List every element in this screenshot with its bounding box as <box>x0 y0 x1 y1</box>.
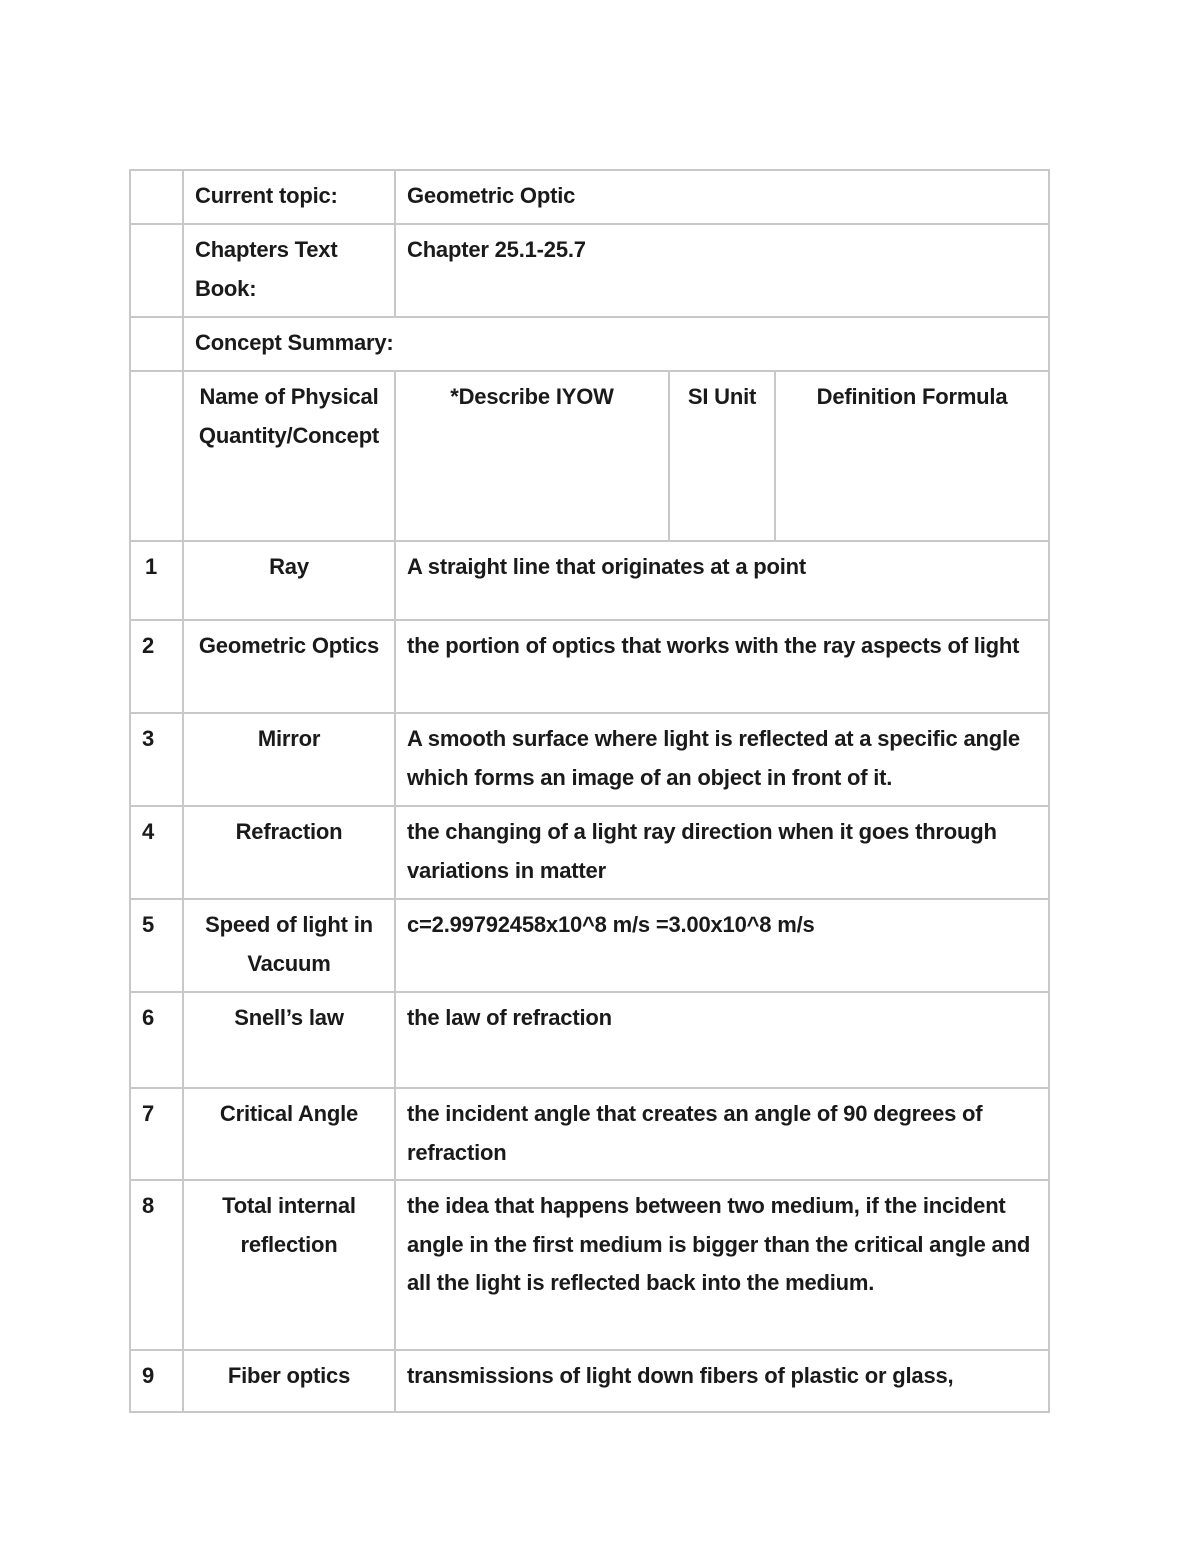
table-row <box>130 541 1049 620</box>
column-header-row <box>130 371 1049 541</box>
row-number-cell <box>130 170 183 224</box>
row-number: 4 <box>130 806 183 899</box>
concept-summary-row <box>130 317 1049 371</box>
column-header-name: Name of Physical Quantity/Concept <box>183 371 395 541</box>
concept-name: Fiber optics <box>183 1350 395 1412</box>
column-header-describe: *Describe IYOW <box>395 371 669 541</box>
chapters-row <box>130 224 1049 317</box>
table-row <box>130 1350 1049 1412</box>
row-number: 8 <box>130 1180 183 1350</box>
concept-description: A straight line that originates at a point <box>395 541 1049 620</box>
chapters-value: Chapter 25.1-25.7 <box>395 224 1049 317</box>
concept-description: the incident angle that creates an angle of 90 degrees of refraction <box>395 1088 1049 1180</box>
concept-name: Total internal reflection <box>183 1180 395 1350</box>
table-row <box>130 992 1049 1088</box>
concept-name: Mirror <box>183 713 395 806</box>
current-topic-label: Current topic: <box>183 170 395 224</box>
concept-name: Speed of light in Vacuum <box>183 899 395 992</box>
concept-name: Critical Angle <box>183 1088 395 1180</box>
concept-summary-label: Concept Summary: <box>183 317 1049 371</box>
concept-description: the law of refraction <box>395 992 1049 1088</box>
column-header-si-unit: SI Unit <box>669 371 775 541</box>
concept-name: Geometric Optics <box>183 620 395 713</box>
row-number: 9 <box>130 1350 183 1412</box>
current-topic-value: Geometric Optic <box>395 170 1049 224</box>
table-row <box>130 620 1049 713</box>
concept-description: transmissions of light down fibers of plastic or glass, <box>395 1350 1049 1412</box>
concept-description: A smooth surface where light is reflected at a specific angle which forms an image of an object in front of it. <box>395 713 1049 806</box>
concept-description: the idea that happens between two medium, if the incident angle in the first medium is bigger than the critical angle and all the light is reflected back into the medium. <box>395 1180 1049 1350</box>
row-number-cell <box>130 317 183 371</box>
concept-summary-table <box>129 169 1050 1413</box>
concept-name: Snell’s law <box>183 992 395 1088</box>
row-number: 3 <box>130 713 183 806</box>
chapters-label: Chapters Text Book: <box>183 224 395 317</box>
row-number: 6 <box>130 992 183 1088</box>
concept-description: c=2.99792458x10^8 m/s =3.00x10^8 m/s <box>395 899 1049 992</box>
row-number: 7 <box>130 1088 183 1180</box>
table-row <box>130 806 1049 899</box>
row-number: 5 <box>130 899 183 992</box>
concept-description: the portion of optics that works with the ray aspects of light <box>395 620 1049 713</box>
table-row <box>130 713 1049 806</box>
row-number: 1 <box>130 541 183 620</box>
table-row <box>130 1088 1049 1180</box>
current-topic-row <box>130 170 1049 224</box>
table-row <box>130 899 1049 992</box>
row-number-cell <box>130 371 183 541</box>
column-header-definition-formula: Definition Formula <box>775 371 1049 541</box>
concept-description: the changing of a light ray direction when it goes through variations in matter <box>395 806 1049 899</box>
table-row <box>130 1180 1049 1350</box>
concept-name: Refraction <box>183 806 395 899</box>
concept-name: Ray <box>183 541 395 620</box>
row-number: 2 <box>130 620 183 713</box>
row-number-cell <box>130 224 183 317</box>
